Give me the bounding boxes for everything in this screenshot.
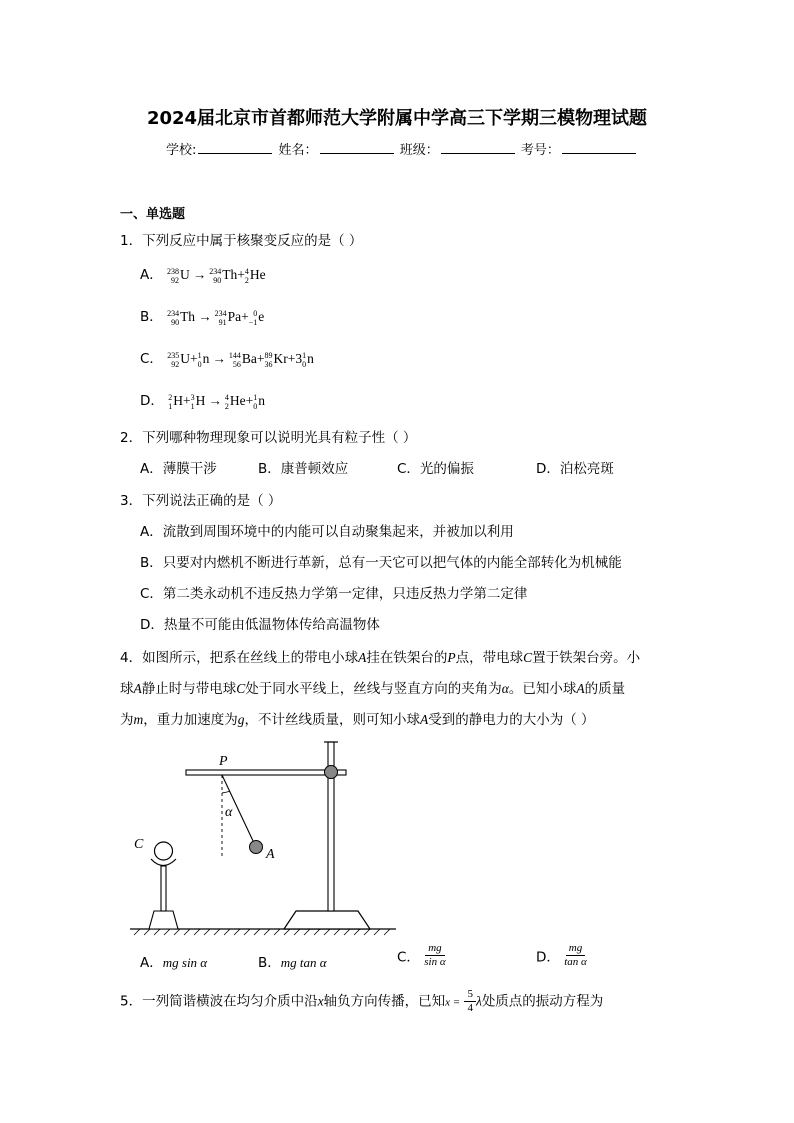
label-p: P <box>219 754 228 769</box>
clamp-knob <box>325 766 338 779</box>
q2-option-d: D．泊松亮斑 <box>536 461 614 477</box>
q2-option-b: B．康普顿效应 <box>258 461 349 477</box>
name-blank <box>320 141 394 154</box>
q3-option-a: A．流散到周围环境中的内能可以自动聚集起来，并被加以利用 <box>140 524 514 540</box>
q4-stem-line1: 4．如图所示，把系在丝线上的带电小球A挂在铁架台的P点，带电球C置于铁架台旁。小 <box>120 650 641 666</box>
q2-option-c: C．光的偏振 <box>397 461 474 477</box>
ball-a <box>250 841 263 854</box>
q4-figure <box>118 740 408 940</box>
q2-option-a: A．薄膜干涉 <box>140 461 217 477</box>
q3-stem: 3．下列说法正确的是（ ） <box>120 493 282 509</box>
school-blank <box>198 141 272 154</box>
q1-option-a: A． 238 92 U → 234 90 Th+ 4 2 He <box>140 266 266 285</box>
q1-c-equation: 235 92 U+ 1 0 n → 144 56 Ba+ 89 36 Kr+3 1 0 n <box>167 350 314 369</box>
q1-option-b: B． 234 90 Th → 234 91 Pa+ 0 −1 e <box>140 308 265 327</box>
label-a: A <box>266 847 275 862</box>
ball-c <box>155 842 173 860</box>
q4-c-fraction: $\frac{mg}{\text{sin α}}$ <box>424 942 446 968</box>
section-heading: 一、单选题 <box>120 207 186 222</box>
ground-hatching <box>134 929 390 935</box>
q1-option-c: C． 235 92 U+ 1 0 n → 144 56 Ba+ 89 36 Kr+3 1 0 n <box>140 350 314 369</box>
exam-no-label: 考号： <box>520 143 560 158</box>
q5-stem: 5．一列简谐横波在均匀介质中沿x轴负方向传播，已知x = $\frac{5}{4}$ λ处质点的振动方程为 <box>120 988 604 1014</box>
label-c: C <box>134 837 144 852</box>
c-base <box>149 911 178 929</box>
q3-option-d: D．热量不可能由低温物体传给高温物体 <box>140 617 380 633</box>
c-post <box>161 866 166 911</box>
q4-stem-line2: 球A静止时与带电球C处于同水平线上，丝线与竖直方向的夹角为α。已知小球A的质量 <box>120 681 626 697</box>
q1-b-equation: 234 90 Th → 234 91 Pa+ 0 −1 e <box>167 308 265 327</box>
angle-arc <box>222 791 230 793</box>
name-label: 姓名： <box>278 143 318 158</box>
q1-stem: 1．下列反应中属于核聚变反应的是（ ） <box>120 233 363 249</box>
stand-arm <box>186 770 346 775</box>
label-alpha: α <box>225 805 233 820</box>
q4-option-d: D． $\frac{mg}{\text{tan α}}$ <box>536 942 587 968</box>
class-label: 班级： <box>399 143 439 158</box>
q4-option-a: A．mg sin α <box>140 955 208 971</box>
q2-stem: 2．下列哪种物理现象可以说明光具有粒子性（ ） <box>120 430 417 446</box>
q3-option-b: B．只要对内燃机不断进行革新，总有一天它可以把气体的内能全部转化为机械能 <box>140 555 622 571</box>
q1-option-d: D． 2 1 H+ 3 1 H → 4 2 He+ 1 0 n <box>140 392 265 411</box>
q1-d-equation: 2 1 H+ 3 1 H → 4 2 He+ 1 0 n <box>168 392 265 411</box>
student-info-line <box>166 139 638 158</box>
school-label: 学校: <box>166 143 197 158</box>
q4-stem-line3: 为m，重力加速度为g，不计丝线质量，则可知小球A受到的静电力的大小为（ ） <box>120 712 595 728</box>
q1-a-equation: 238 92 U → 234 90 Th+ 4 2 He <box>167 266 266 285</box>
page-title: 2024届北京市首都师范大学附属中学高三下学期三模物理试题 <box>146 108 648 129</box>
stand-base <box>284 911 370 929</box>
class-blank <box>441 141 515 154</box>
q4-option-c: C． $\frac{mg}{\text{sin α}}$ <box>397 942 446 968</box>
exam-no-blank <box>562 141 636 154</box>
q4-option-b: B．mg tan α <box>258 955 327 971</box>
q4-d-fraction: $\frac{mg}{\text{tan α}}$ <box>564 942 587 968</box>
q3-option-c: C．第二类永动机不违反热力学第一定律，只违反热力学第二定律 <box>140 586 528 602</box>
